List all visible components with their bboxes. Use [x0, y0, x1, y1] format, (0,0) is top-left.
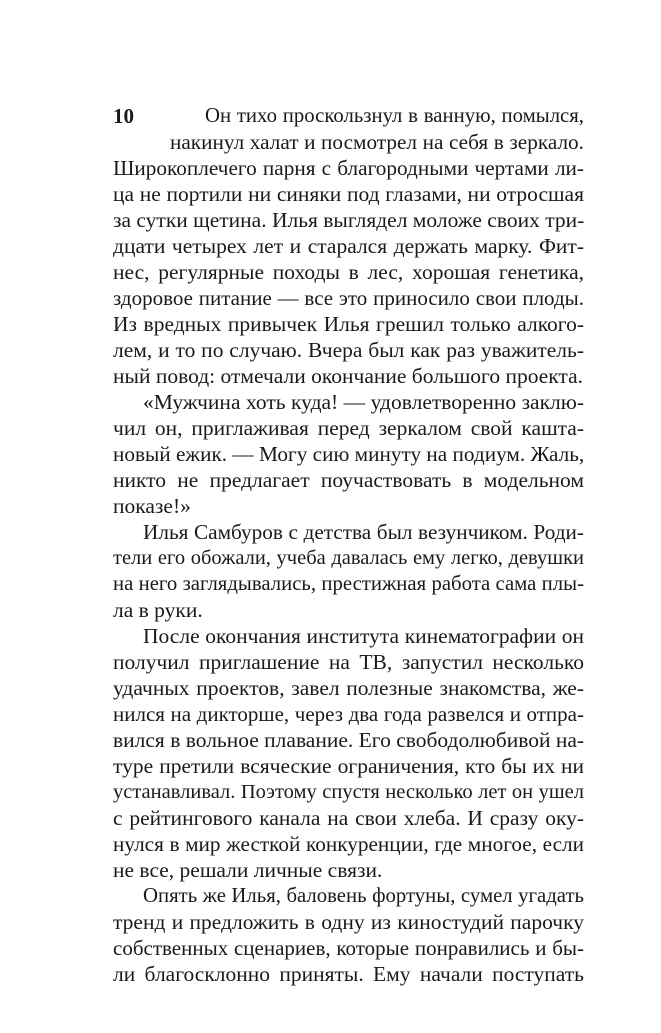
body-text	[113, 103, 584, 987]
text-line: показе!»	[113, 494, 191, 518]
text-line: нился на дикторше, через два года развелся и отпра-	[113, 702, 584, 726]
text-line: получил приглашение на ТВ, запустил несколько	[113, 650, 584, 674]
text-line: новый ежик. — Могу сию минуту на подиум. Жаль,	[113, 442, 585, 466]
text-line: тели его обожали, учеба давалась ему легко, девушки	[113, 547, 584, 569]
text-line: никто не предлагает поучаствовать в модельном	[113, 468, 584, 492]
text-line: Из вредных привычек Илья грешил только алкого-	[113, 312, 584, 336]
text-line: нес, регулярные походы в лес, хорошая генетика,	[113, 260, 584, 284]
text-line: за сутки щетина. Илья выглядел моложе своих три-	[113, 208, 585, 232]
text-line: ца не портили ни синяки под глазами, ни отросшая	[113, 182, 584, 206]
text-line: нулся в мир жесткой конкуренции, где многое, если	[113, 832, 584, 856]
text-line: с рейтингового канала на свои хлеба. И сразу оку-	[113, 806, 584, 830]
text-line: тренд и предложить в одну из киностудий парочку	[113, 910, 584, 934]
text-line: чил он, приглаживая перед зеркалом свой кашта-	[113, 416, 584, 440]
text-line: Широкоплечего парня с благородными чертами ли-	[113, 156, 584, 180]
text-line: здоровое питание — все это приносило свои плоды.	[113, 286, 584, 310]
text-line: ный повод: отмечали окончание большого проекта.	[113, 364, 583, 388]
text-line: собственных сценариев, которые понравились и бы-	[113, 936, 584, 960]
text-line: Опять же Илья, баловень фортуны, сумел угадать	[143, 885, 584, 907]
text-line: устанавливал. Поэтому спустя несколько лет он ушел	[113, 781, 584, 803]
text-line: лем, и то по случаю. Вчера был как раз уважитель-	[113, 338, 584, 362]
text-line: накинул халат и посмотрел на себя в зеркало.	[170, 130, 584, 154]
text-line: вился в вольное плавание. Его свободолюбивой на-	[113, 728, 585, 752]
text-line: ла в руки.	[113, 598, 203, 622]
text-line: удачных проектов, завел полезные знакомства, же-	[113, 676, 584, 700]
text-line: дцати четырех лет и старался держать марку. Фит-	[113, 234, 584, 258]
text-line: После окончания института кинематографии он	[143, 624, 584, 648]
text-line: ли благосклонно приняты. Ему начали поступать	[113, 962, 584, 986]
text-line: «Мужчина хоть куда! — удовлетворенно заклю-	[143, 390, 584, 414]
page-number: 10	[113, 104, 134, 128]
text-line: туре претили всяческие ограничения, кто бы их ни	[113, 754, 584, 778]
text-line: Он тихо проскользнул в ванную, помылся,	[205, 105, 584, 127]
text-line: не все, решали личные связи.	[113, 858, 383, 882]
text-line: Илья Самбуров с детства был везунчиком. Роди-	[143, 520, 584, 544]
text-line: на него заглядывались, престижная работа сама плы-	[113, 573, 584, 595]
